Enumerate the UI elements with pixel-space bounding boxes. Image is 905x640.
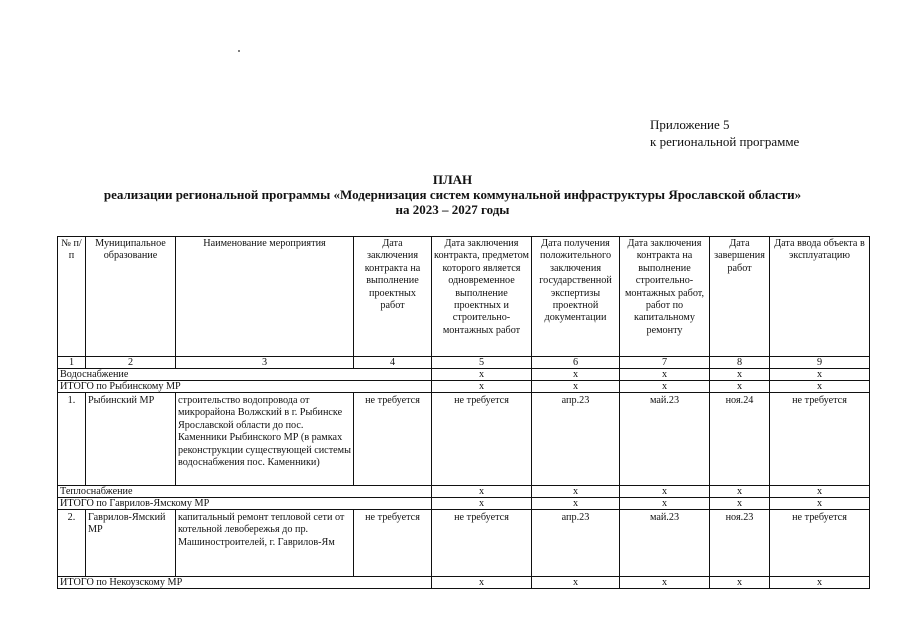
activity-cell: строительство водопровода от микрорайона Волжский в г. Рыбинске Ярославской области до пос. Каменники Рыбинского МР (в рамках реконструкции существующей системы водоснабжения пос. Каменники) (176, 393, 354, 486)
appendix-line-1: Приложение 5 (650, 117, 730, 132)
x-mark: x (710, 498, 770, 510)
x-mark: x (432, 486, 532, 498)
header-row (58, 237, 870, 357)
row-number: 1. (58, 393, 86, 486)
x-mark: x (432, 369, 532, 381)
x-mark: x (620, 381, 710, 393)
x-mark: x (432, 577, 532, 589)
column-number: 3 (176, 357, 354, 369)
total-label: ИТОГО по Некоузскому МР (58, 577, 432, 589)
x-mark: x (620, 369, 710, 381)
x-mark: x (710, 577, 770, 589)
x-mark: x (620, 498, 710, 510)
x-mark: x (770, 381, 870, 393)
title-line-2: реализации региональной программы «Модернизация систем коммунальной инфраструктуры Ярославской области» (103, 187, 802, 202)
column-number: 7 (620, 357, 710, 369)
x-mark: x (770, 577, 870, 589)
table-row (58, 393, 870, 486)
commissioning-date: не требуется (770, 393, 870, 486)
x-mark: x (532, 498, 620, 510)
row-number: 2. (58, 510, 86, 577)
scan-speck (238, 50, 240, 52)
document-title (0, 172, 905, 217)
header-cell-7: Дата заключения контракта на выполнение строительно-монтажных работ, работ по капитальному ремонту (620, 237, 710, 357)
x-mark: x (710, 486, 770, 498)
section-row-heat (58, 486, 870, 498)
header-cell-6: Дата получения положительного заключения государственной экспертизы проектной документации (532, 237, 620, 357)
total-label: ИТОГО по Рыбинскому МР (58, 381, 432, 393)
title-line-1: ПЛАН (432, 172, 473, 187)
expertise-date: апр.23 (532, 510, 620, 577)
x-mark: x (710, 381, 770, 393)
column-number: 6 (532, 357, 620, 369)
header-cell-3: Наименование мероприятия (176, 237, 354, 357)
x-mark: x (532, 486, 620, 498)
total-row-nekouz (58, 577, 870, 589)
municipality-cell: Рыбинский МР (86, 393, 176, 486)
column-number: 4 (354, 357, 432, 369)
combined-contract-date: не требуется (432, 510, 532, 577)
column-number: 5 (432, 357, 532, 369)
x-mark: x (770, 486, 870, 498)
activity-cell: капитальный ремонт тепловой сети от котельной левобережья до пр. Машиностроителей, г. Гаврилов-Ям (176, 510, 354, 577)
table-row (58, 510, 870, 577)
municipality-cell: Гаврилов-Ямский МР (86, 510, 176, 577)
x-mark: x (620, 577, 710, 589)
header-cell-8: Дата завершения работ (710, 237, 770, 357)
section-label: Теплоснабжение (58, 486, 432, 498)
x-mark: x (532, 577, 620, 589)
column-number: 1 (58, 357, 86, 369)
completion-date: ноя.23 (710, 510, 770, 577)
header-cell-2: Муниципальное образование (86, 237, 176, 357)
column-number: 9 (770, 357, 870, 369)
x-mark: x (432, 381, 532, 393)
column-number: 8 (710, 357, 770, 369)
appendix-line-2: к региональной программе (650, 134, 800, 149)
header-cell-1: № п/п (58, 237, 86, 357)
column-number: 2 (86, 357, 176, 369)
header-cell-5: Дата заключения контракта, предметом которого является одновременное выполнение проектных и строительно-монтажных работ (432, 237, 532, 357)
x-mark: x (770, 369, 870, 381)
column-number-row (58, 357, 870, 369)
total-row-gavrilov (58, 498, 870, 510)
header-cell-9: Дата ввода объекта в эксплуатацию (770, 237, 870, 357)
section-row-water (58, 369, 870, 381)
combined-contract-date: не требуется (432, 393, 532, 486)
section-label: Водоснабжение (58, 369, 432, 381)
x-mark: x (770, 498, 870, 510)
commissioning-date: не требуется (770, 510, 870, 577)
x-mark: x (532, 381, 620, 393)
total-row-rybinsk (58, 381, 870, 393)
design-contract-date: не требуется (354, 393, 432, 486)
x-mark: x (710, 369, 770, 381)
construction-contract-date: май.23 (620, 393, 710, 486)
header-cell-4: Дата заключения контракта на выполнение проектных работ (354, 237, 432, 357)
x-mark: x (620, 486, 710, 498)
completion-date: ноя.24 (710, 393, 770, 486)
x-mark: x (532, 369, 620, 381)
x-mark: x (432, 498, 532, 510)
appendix-note (650, 116, 799, 150)
construction-contract-date: май.23 (620, 510, 710, 577)
design-contract-date: не требуется (354, 510, 432, 577)
total-label: ИТОГО по Гаврилов-Ямскому МР (58, 498, 432, 510)
title-line-3: на 2023 – 2027 годы (395, 202, 510, 217)
plan-table (57, 236, 870, 589)
expertise-date: апр.23 (532, 393, 620, 486)
